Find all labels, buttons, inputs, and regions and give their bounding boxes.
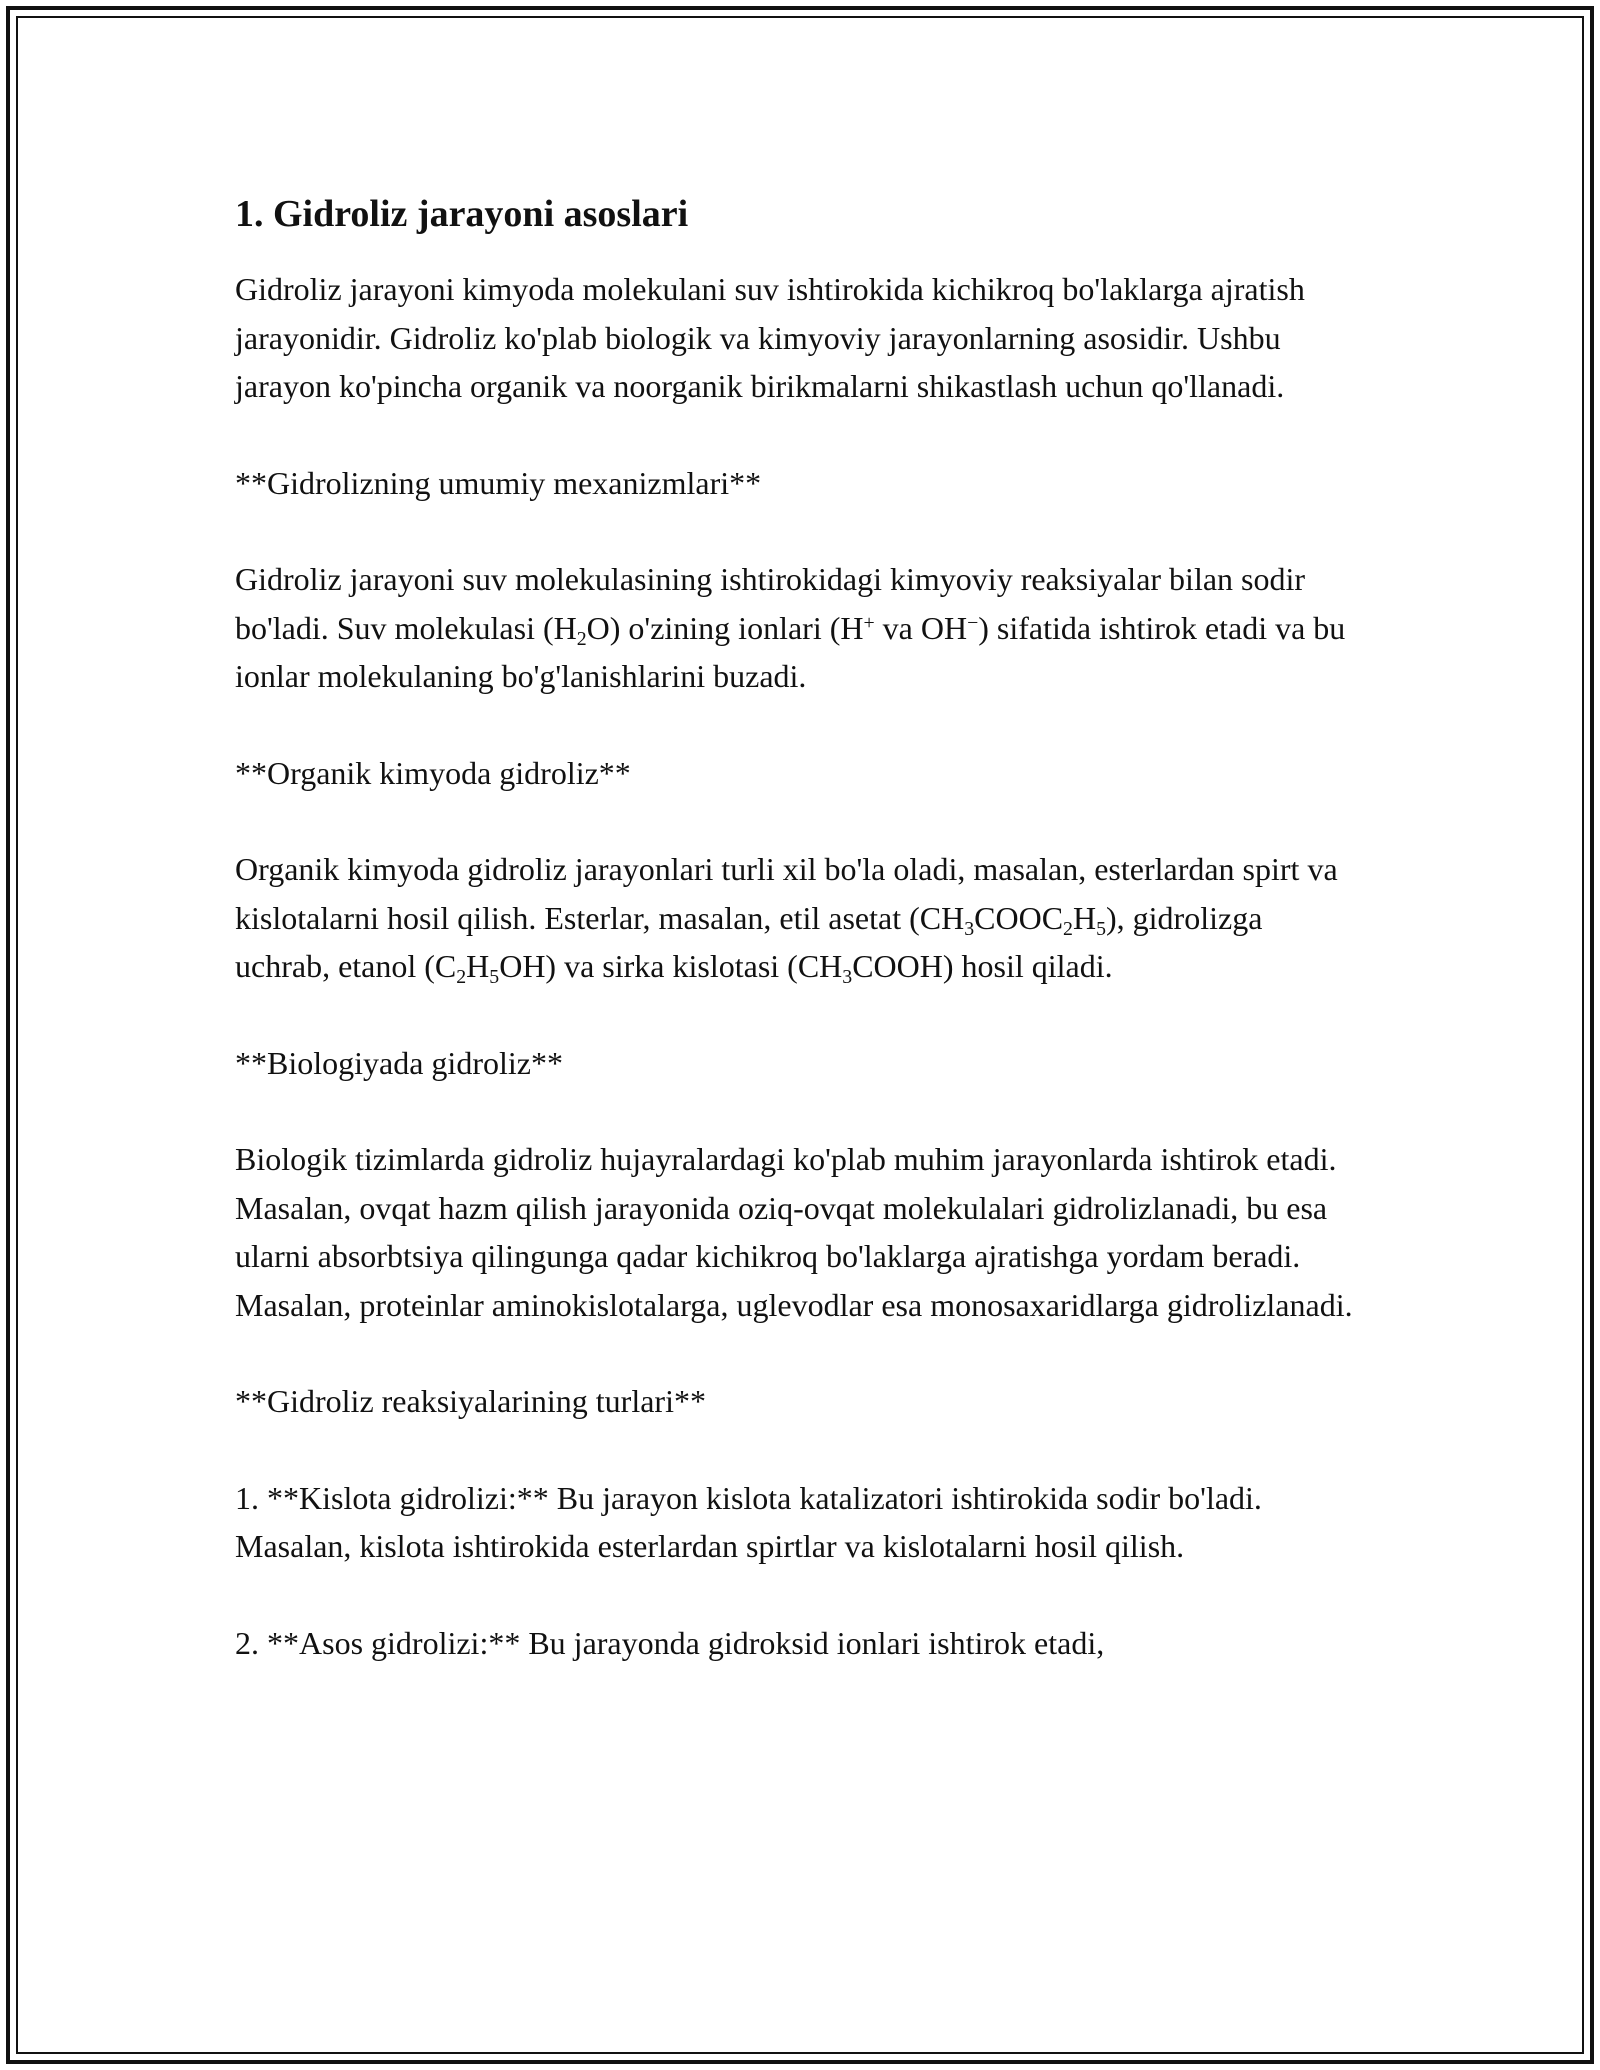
biology-paragraph: Biologik tizimlarda gidroliz hujayralardagi ko'plab muhim jarayonlarda ishtirok etadi. Masalan, ovqat hazm qilish jarayonida oziq-ovqat molekulalari gidrolizlanadi, bu esa ularni absorbtsiya qilingunga qadar kichikroq bo'laklarga ajratishga yordam beradi. Masalan, proteinlar aminokislotalarga, uglevodlar esa monosaxaridlarga gidrolizlanadi. <box>235 1141 1353 1323</box>
list-item-base-hydrolysis: 2. **Asos gidrolizi:** Bu jarayonda gidroksid ionlari ishtirok etadi, <box>235 1624 1105 1661</box>
section-heading: 1. Gidroliz jarayoni asoslari <box>235 193 689 235</box>
text-run: Organik kimyoda gidroliz jarayonlari turli xil bo'la oladi, masalan, esterlardan spirt va kislotalarni hosil qilish. Esterlar, masalan, etil asetat (CH <box>235 851 1338 936</box>
organic-subheading: **Organik kimyoda gidroliz** <box>235 754 631 791</box>
subscript: 2 <box>456 965 467 988</box>
text-run: OH) va sirka kislotasi (CH <box>499 948 843 984</box>
subscript: 5 <box>489 965 500 988</box>
subscript: 5 <box>1096 917 1106 940</box>
subscript: 3 <box>842 965 853 988</box>
text-run: ), gidrolizga uchrab, etanol (C <box>235 899 1263 984</box>
text-run: H <box>466 948 490 984</box>
superscript: − <box>967 611 979 634</box>
subscript: 2 <box>1063 917 1073 940</box>
biology-subheading: **Biologiyada gidroliz** <box>235 1044 563 1081</box>
mechanisms-subheading: **Gidrolizning umumiy mexanizmlari** <box>235 464 762 501</box>
superscript: + <box>863 611 875 634</box>
text-run: Gidroliz jarayoni suv molekulasining ishtirokidagi kimyoviy reaksiyalar bilan sodir bo'ladi. Suv molekulasi (H <box>235 561 1306 646</box>
subscript: 3 <box>964 917 975 940</box>
subscript: 2 <box>576 627 587 650</box>
list-item-acid-hydrolysis: 1. **Kislota gidrolizi:** Bu jarayon kislota katalizatori ishtirokida sodir bo'ladi. Masalan, kislota ishtirokida esterlardan spirtlar va kislotalarni hosil qilish. <box>235 1479 1262 1564</box>
text-run: ) sifatida ishtirok etadi va bu ionlar molekulaning bo'g'lanishlarini buzadi. <box>235 609 1346 694</box>
text-run: va OH <box>874 609 968 646</box>
mechanisms-paragraph <box>235 555 1365 701</box>
types-subheading: **Gidroliz reaksiyalarining turlari** <box>235 1383 706 1419</box>
document-body <box>235 188 1365 1715</box>
organic-paragraph <box>235 845 1365 991</box>
text-run: COOC <box>974 899 1064 936</box>
text-run: O) o'zining ionlari (H <box>586 609 864 646</box>
text-run: H <box>1072 899 1097 936</box>
intro-paragraph: Gidroliz jarayoni kimyoda molekulani suv ishtirokida kichikroq bo'laklarga ajratish jarayonidir. Gidroliz ko'plab biologik va kimyoviy jarayonlarning asosidir. Ushbu jarayon ko'pincha organik va noorganik birikmalarni shikastlash uchun qo'llanadi. <box>235 271 1305 404</box>
text-run: COOH) hosil qiladi. <box>852 948 1113 984</box>
